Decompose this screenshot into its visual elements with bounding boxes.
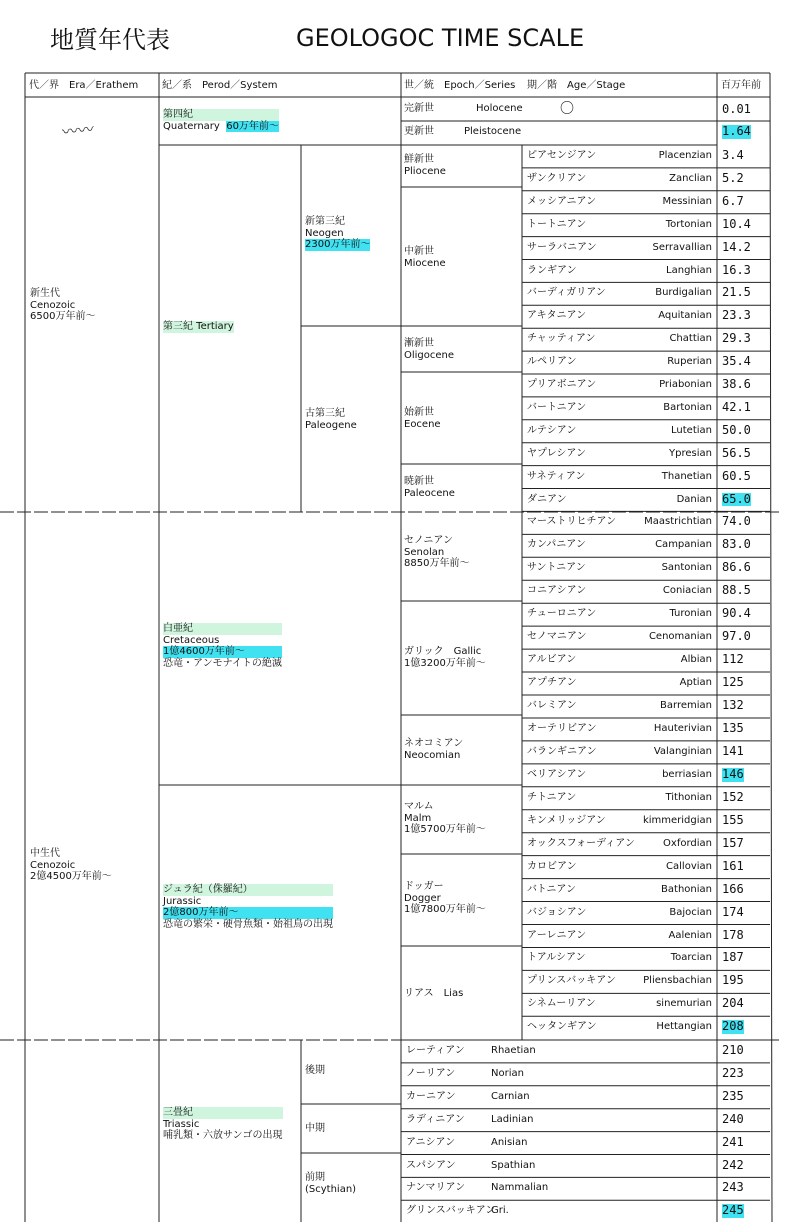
header-period: 紀／系 Perod／System: [162, 80, 278, 91]
stage-age: 223: [722, 1065, 744, 1080]
stage-name-jp: ヘッタンギアン: [527, 1021, 597, 1033]
stage-name-en: Tortonian: [665, 218, 712, 230]
stage-name-en: Spathian: [491, 1159, 536, 1171]
subperiod-middle: 中期: [305, 1123, 325, 1134]
epoch-paleocene: 暁新世 Paleocene: [404, 476, 455, 499]
stage-name-jp: ルテシアン: [527, 424, 577, 436]
epoch-jp: 更新世: [404, 126, 434, 137]
epoch-eocene: 始新世 Eocene: [404, 407, 441, 430]
stage-name-en: Hettangian: [656, 1021, 712, 1033]
stage-age: 210: [722, 1043, 744, 1057]
handwritten-note: 〰〰: [61, 119, 96, 142]
stage-name-en: Langhian: [666, 264, 712, 276]
stage-age: 16.3: [722, 262, 751, 277]
stage-age: 83.0: [722, 537, 751, 552]
stage-name-jp: アーレニアン: [527, 929, 587, 941]
stage-name-jp: オーテリビアン: [527, 722, 597, 734]
epoch-miocene: 中新世 Miocene: [404, 246, 446, 269]
epoch-en: Holocene: [476, 103, 523, 114]
epoch-pleistocene: [404, 126, 521, 138]
header-era: 代／界 Era／Erathem: [29, 80, 139, 91]
stage-age: 152: [722, 789, 744, 804]
stage-age: 135: [722, 720, 744, 735]
stage-name-jp: キンメリッジアン: [527, 814, 606, 826]
stage-name-en: Thanetian: [661, 470, 712, 482]
stage-name-jp: オックスフォーディアン: [527, 837, 635, 849]
stage-age: 3.4: [722, 148, 744, 162]
era-name-en: Cenozoic: [30, 859, 76, 871]
stage-age: 240: [722, 1111, 744, 1126]
stage-name-jp: チューロニアン: [527, 608, 597, 620]
stage-name-en: Lutetian: [671, 424, 712, 436]
stage-name-en: Barremian: [660, 700, 712, 711]
stage-name-jp: カンパニアン: [527, 539, 586, 551]
stage-name-en: Messinian: [662, 195, 712, 207]
stage-name-en: kimmeridgian: [642, 814, 712, 826]
era-name-jp: 新生代: [30, 288, 60, 299]
stage-age: 141: [722, 743, 744, 758]
stage-name-jp: トアルシアン: [527, 952, 586, 964]
stage-name-jp: アキタニアン: [527, 310, 587, 322]
stage-age: 50.0: [722, 422, 751, 437]
subperiod-start: 2300万年前～: [305, 239, 371, 250]
stage-name-en: Priabonian: [659, 379, 712, 390]
subperiod-name-jp: 古第三紀: [305, 408, 345, 419]
stage-name-jp: バランギニアン: [527, 745, 597, 757]
stage-name-jp: バーディガリアン: [527, 287, 606, 299]
stage-age: 155: [722, 812, 744, 827]
period-name-jp: ジュラ紀（侏羅紀）: [163, 884, 333, 896]
period-name-en: Cretaceous: [163, 634, 220, 646]
subperiod-name-jp: 新第三紀: [305, 216, 345, 227]
epoch-malm: マルム Malm 1億5700万年前～: [404, 801, 486, 835]
stage-age: 241: [722, 1134, 744, 1149]
stage-name-en: Ypresian: [669, 447, 712, 459]
era-name-jp: 中生代: [30, 848, 60, 859]
stage-name-en: Hauterivian: [653, 722, 712, 734]
stage-age: 38.6: [722, 377, 751, 391]
stage-name-jp: チャッティアン: [527, 333, 596, 345]
stage-name-en: Rhaetian: [491, 1045, 536, 1056]
stage-name-en: Chattian: [669, 333, 712, 345]
stage-age: 243: [722, 1180, 744, 1195]
stage-name-jp: ラディニアン: [406, 1113, 465, 1125]
stage-name-en: Aalenian: [668, 929, 712, 941]
stage-name-jp: ダニアン: [527, 493, 567, 505]
epoch-lias: リアス Lias: [404, 988, 464, 999]
stage-name-en: Aptian: [679, 677, 712, 689]
stage-age: 242: [722, 1157, 744, 1172]
subperiod-neogene: [305, 216, 370, 251]
stage-age: 29.3: [722, 331, 751, 346]
stage-name-en: Valanginian: [653, 745, 712, 757]
stage-name-jp: アプチアン: [527, 677, 577, 689]
era-start: 6500万年前～: [30, 311, 96, 322]
stage-name-en: Bajocian: [669, 906, 712, 918]
subperiod-name-en: Neogen: [305, 227, 344, 239]
stage-name-en: Placenzian: [658, 150, 712, 161]
period-start: 1億4600万年前～: [163, 646, 282, 658]
stage-name-en: Norian: [491, 1067, 524, 1079]
stage-name-jp: コニアシアン: [527, 585, 587, 597]
stage-age: 65.0: [722, 491, 751, 506]
stage-name-jp: チトニアン: [527, 791, 577, 803]
stage-name-en: berriasian: [662, 768, 712, 780]
stage-age: 208: [722, 1019, 744, 1034]
stage-age: 166: [722, 881, 744, 896]
epoch-oligocene: 漸新世 Oligocene: [404, 338, 455, 361]
period-name-jp: 三畳紀: [163, 1107, 283, 1119]
period-quaternary: [163, 109, 279, 132]
subperiod-name-en: (Scythian): [305, 1183, 357, 1195]
epoch-pliocene: 鮮新世 Pliocene: [404, 154, 446, 177]
stage-name-en: Bathonian: [661, 883, 712, 895]
epoch-neocomian: ネオコミアン Neocomian: [404, 738, 464, 761]
period-note: 哺乳類・六放サンゴの出現: [163, 1130, 283, 1141]
period-triassic: [163, 1107, 283, 1142]
period-name-jp: 第四紀: [163, 109, 279, 121]
stage-age: 14.2: [722, 239, 751, 254]
stage-age: 60.5: [722, 468, 751, 483]
stage-name-jp: ピアセンジアン: [527, 150, 597, 161]
stage-name-jp: グリンスバッキアン: [406, 1205, 496, 1217]
period-jurassic: [163, 884, 333, 930]
stage-name-jp: ノーリアン: [406, 1067, 456, 1079]
stage-name-en: sinemurian: [656, 998, 712, 1010]
stage-name-en: Maastrichtian: [644, 516, 712, 528]
period-name-jp: 白亜紀: [163, 623, 282, 635]
title-jp: 地質年代表: [50, 26, 170, 54]
stage-name-jp: サネティアン: [527, 470, 586, 482]
stage-name-en: Toarcian: [670, 952, 712, 964]
stage-age: 10.4: [722, 216, 751, 231]
stage-name-en: Turonian: [669, 608, 712, 620]
stage-age: 6.7: [722, 193, 744, 208]
stage-age: 112: [722, 652, 744, 667]
period-tertiary: [163, 321, 234, 333]
era-name-en: Cenozoic: [30, 299, 76, 311]
stage-name-en: Serravallian: [652, 241, 712, 253]
period-name-en: Quaternary 60万年前～: [163, 120, 279, 132]
stage-name-jp: ナンマリアン: [406, 1182, 466, 1194]
stage-name-en: Pliensbachian: [643, 975, 712, 987]
subperiod-late: 後期: [305, 1065, 325, 1076]
stage-name-en: Callovian: [666, 860, 712, 872]
stage-name-en: Aquitanian: [658, 310, 712, 322]
stage-age: 21.5: [722, 285, 751, 300]
stage-name-jp: プリンスバッキアン: [527, 975, 616, 987]
stage-name-jp: バトニアン: [527, 883, 576, 895]
stage-age: 23.3: [722, 308, 751, 323]
epoch-en: Pleistocene: [464, 126, 522, 137]
stage-age: 245: [722, 1203, 744, 1218]
epoch-gallic: ガリック Gallic 1億3200万年前～: [404, 646, 486, 669]
stage-age: 90.4: [722, 606, 751, 621]
stage-name-jp: セノマニアン: [527, 631, 587, 643]
age-holocene: 0.01: [722, 102, 751, 116]
stage-name-en: Nammalian: [491, 1182, 549, 1194]
stage-age: 195: [722, 973, 744, 988]
subperiod-name-en: Paleogene: [305, 419, 357, 431]
stage-name-jp: ザンクリアン: [527, 172, 587, 184]
stage-name-en: Cenomanian: [648, 631, 712, 643]
stage-name-en: Ladinian: [491, 1113, 534, 1125]
subperiod-name-jp: 前期: [305, 1172, 325, 1183]
stage-age: 74.0: [722, 514, 751, 529]
stage-name-en: Anisian: [491, 1136, 528, 1148]
period-start: 2億800万年前～: [163, 907, 333, 919]
subperiod-paleogene: [305, 408, 357, 431]
stage-name-jp: プリアボニアン: [527, 379, 597, 390]
stage-name-en: Carnian: [491, 1090, 530, 1102]
stage-name-jp: ルペリアン: [527, 356, 577, 368]
epoch-senonian: セノニアン Senolan 8850万年前～: [404, 535, 470, 569]
stage-name-en: Gri.: [491, 1205, 509, 1217]
stage-age: 187: [722, 950, 744, 965]
period-note: 恐竜の繁栄・硬骨魚類・始祖鳥の出現: [163, 918, 333, 930]
stage-name-jp: カーニアン: [406, 1090, 456, 1102]
stage-age: 56.5: [722, 445, 751, 460]
header-epoch: 世／統 Epoch／Series: [404, 80, 516, 91]
stage-name-en: Albian: [680, 654, 712, 666]
period-name-en: Triassic: [163, 1118, 200, 1130]
stage-name-en: Santonian: [661, 562, 712, 574]
stage-name-jp: ランギアン: [527, 264, 577, 276]
stage-name-jp: アルビアン: [527, 654, 577, 666]
stage-name-jp: サントニアン: [527, 562, 586, 574]
header-age: 百万年前: [721, 80, 761, 91]
epoch-jp: 完新世: [404, 103, 434, 114]
stage-age: 86.6: [722, 560, 751, 575]
subperiod-early: [305, 1172, 356, 1195]
stage-name-jp: トートニアン: [527, 218, 587, 230]
stage-age: 125: [722, 675, 744, 690]
stage-age: 42.1: [722, 399, 751, 414]
stage-name-en: Burdigalian: [655, 287, 712, 299]
stage-name-en: Coniacian: [662, 585, 712, 597]
stage-age: 35.4: [722, 354, 751, 369]
period-start: 60万年前～: [226, 120, 279, 132]
stage-name-jp: サーラバニアン: [527, 241, 597, 253]
stage-name-jp: カロビアン: [527, 860, 577, 872]
stage-name-jp: バレミアン: [527, 700, 577, 711]
stage-age: 161: [722, 858, 744, 873]
period-note: 恐竜・アンモナイトの絶滅: [163, 657, 282, 669]
stage-age: 5.2: [722, 170, 744, 185]
period-cretaceous: [163, 623, 282, 669]
stage-name-jp: アニシアン: [406, 1136, 456, 1148]
stage-age: 174: [722, 904, 744, 919]
stage-name-jp: ベリアシアン: [527, 768, 587, 780]
stage-age: 88.5: [722, 583, 751, 598]
era-mesozoic: [30, 848, 112, 883]
stage-name-en: Danian: [676, 493, 712, 505]
stage-name-en: Oxfordian: [663, 837, 712, 849]
stage-age: 204: [722, 996, 744, 1011]
stage-name-jp: シネムーリアン: [527, 998, 596, 1010]
stage-name-en: Campanian: [655, 539, 712, 551]
stage-age: 178: [722, 927, 744, 942]
stage-name-jp: マーストリヒチアン: [527, 516, 617, 528]
stage-age: 146: [722, 766, 744, 781]
stage-name-en: Zanclian: [669, 172, 712, 184]
stage-name-jp: バートニアン: [527, 401, 587, 413]
stage-age: 157: [722, 835, 744, 850]
epoch-holocene: [404, 103, 523, 115]
handwritten-circle-note: 〇: [560, 101, 574, 117]
stage-name-jp: バジョシアン: [527, 906, 587, 918]
stage-age: 235: [722, 1088, 744, 1103]
period-name: 第三紀 Tertiary: [163, 321, 234, 332]
stage-name-en: Tithonian: [665, 791, 712, 803]
era-start: 2億4500万年前～: [30, 871, 112, 882]
title-en: GEOLOGOC TIME SCALE: [296, 24, 585, 52]
epoch-dogger: ドッガー Dogger 1億7800万年前～: [404, 881, 486, 915]
header-stage: 期／階 Age／Stage: [527, 80, 626, 91]
stage-age: 132: [722, 698, 744, 712]
era-cenozoic: [30, 288, 95, 323]
stage-name-jp: レーティアン: [406, 1045, 465, 1056]
period-name-en: Jurassic: [163, 895, 202, 907]
age-pleistocene: 1.64: [722, 124, 751, 138]
stage-name-en: Bartonian: [663, 401, 712, 413]
stage-name-jp: スパシアン: [406, 1159, 456, 1171]
stage-name-jp: ヤプレシアン: [527, 447, 586, 459]
stage-age: 97.0: [722, 629, 751, 644]
stage-name-en: Ruperian: [667, 356, 712, 368]
stage-name-jp: メッシアニアン: [527, 195, 597, 207]
